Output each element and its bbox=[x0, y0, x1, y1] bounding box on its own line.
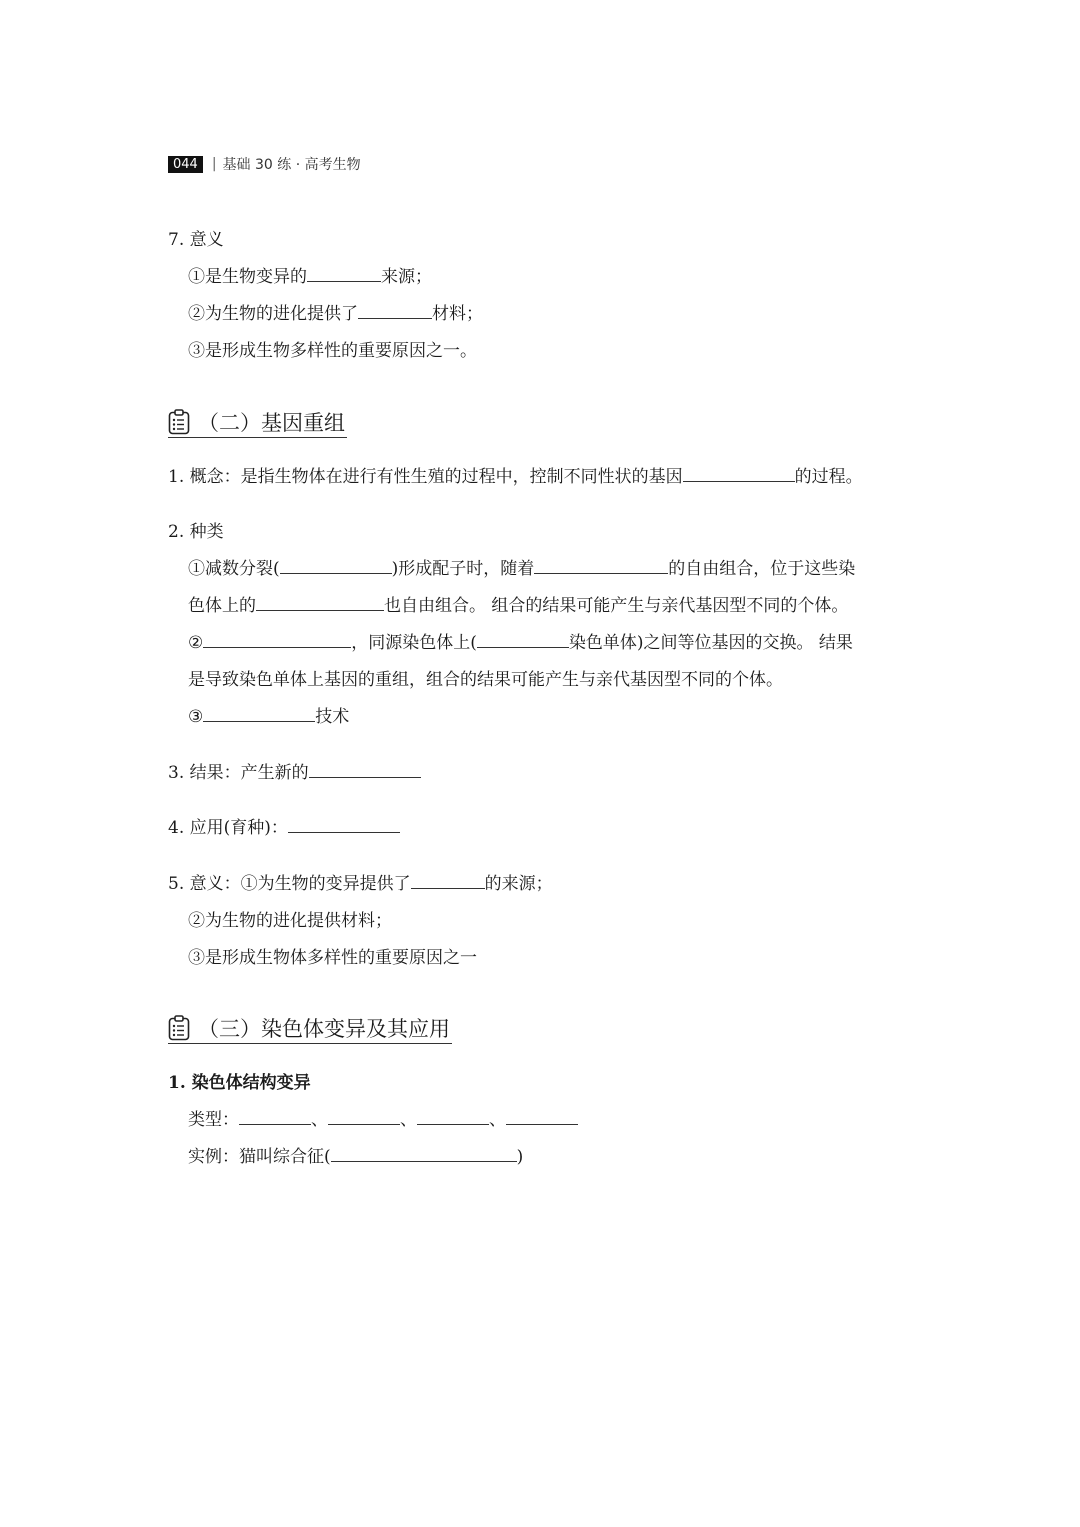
types-line: 类型： 、 、 、 bbox=[188, 1108, 578, 1132]
section-title: （二）基因重组 bbox=[198, 411, 345, 435]
blank bbox=[358, 302, 432, 319]
item7-point1: ①是生物变异的 来源； bbox=[188, 267, 432, 287]
header-divider: | bbox=[211, 156, 217, 172]
application-line: 4. 应用(育种)： bbox=[168, 816, 400, 840]
blank bbox=[203, 631, 351, 648]
concept-line: 1. 概念：是指生物体在进行有性生殖的过程中，控制不同性状的基因 的过程。 bbox=[168, 467, 863, 487]
section-heading-chromosome-variation bbox=[168, 1013, 452, 1044]
blank bbox=[506, 1108, 578, 1125]
blank bbox=[328, 1108, 400, 1125]
blank bbox=[280, 557, 392, 574]
book-title: 基础 30 练 · 高考生物 bbox=[222, 157, 361, 173]
blank bbox=[417, 1108, 489, 1125]
meaning-line2: ②为生物的进化提供材料； bbox=[188, 911, 392, 931]
blank bbox=[239, 1108, 311, 1125]
blank bbox=[256, 594, 384, 611]
blank bbox=[534, 557, 668, 574]
item7-point2: ②为生物的进化提供了 材料； bbox=[188, 304, 483, 324]
blank bbox=[477, 631, 569, 648]
item7-title: 7. 意义 bbox=[168, 230, 224, 250]
blank bbox=[309, 761, 421, 778]
item7-point3: ③是形成生物多样性的重要原因之一。 bbox=[188, 341, 477, 361]
blank bbox=[683, 465, 795, 482]
types-title: 2. 种类 bbox=[168, 522, 224, 542]
structure-variation-title: 1. 染色体结构变异 bbox=[168, 1073, 311, 1093]
section-title: （三）染色体变异及其应用 bbox=[198, 1017, 450, 1041]
type2-line2: 是导致染色单体上基因的重组，组合的结果可能产生与亲代基因型不同的个体。 bbox=[188, 670, 783, 690]
example-line: 实例：猫叫综合征( ) bbox=[188, 1147, 524, 1167]
type2-line1: ② ，同源染色体上( 染色单体)之间等位基因的交换。 结果 bbox=[188, 633, 853, 653]
result-line: 3. 结果：产生新的 bbox=[168, 761, 421, 785]
type3-line: ③ 技术 bbox=[188, 707, 350, 727]
blank bbox=[307, 265, 381, 282]
meaning-line1: 5. 意义：①为生物的变异提供了 的来源； bbox=[168, 874, 553, 894]
running-header bbox=[168, 154, 361, 174]
clipboard-icon bbox=[168, 409, 190, 435]
blank bbox=[331, 1145, 517, 1162]
type1-line2: 色体上的 也自由组合。 组合的结果可能产生与亲代基因型不同的个体。 bbox=[188, 596, 849, 616]
meaning-line3: ③是形成生物体多样性的重要原因之一 bbox=[188, 948, 477, 968]
section-heading-gene-recombination bbox=[168, 407, 347, 438]
blank bbox=[411, 872, 485, 889]
clipboard-icon bbox=[168, 1015, 190, 1041]
page-number: 044 bbox=[168, 156, 203, 173]
blank bbox=[203, 705, 315, 722]
type1-line1: ①减数分裂( )形成配子时，随着 的自由组合，位于这些染 bbox=[188, 559, 856, 579]
blank bbox=[288, 816, 400, 833]
